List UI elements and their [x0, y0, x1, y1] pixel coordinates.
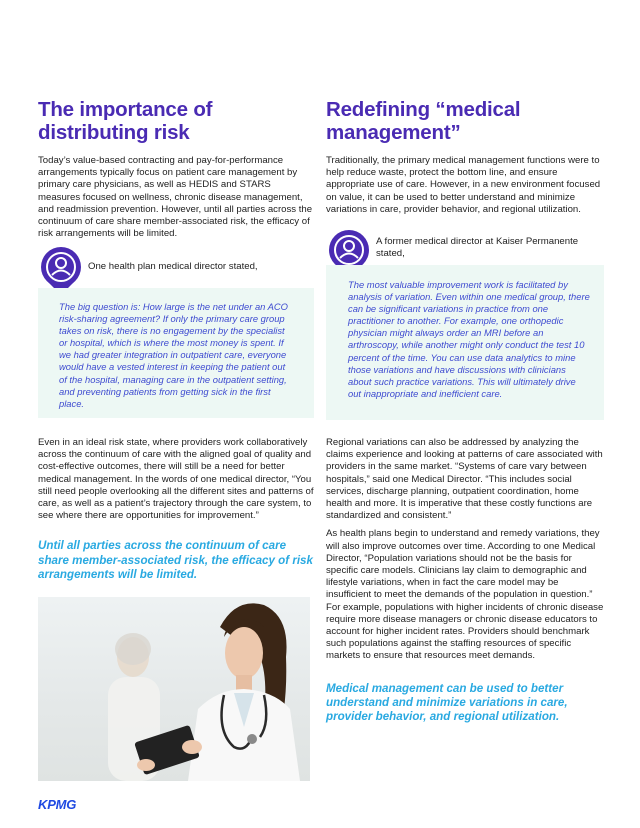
right-attribution-text: A former medical director at Kaiser Permanente stated, — [376, 236, 579, 260]
left-pull-quote: Until all parties across the continuum of care share member-associated risk, the efficacy of risk arrangements will be limited. — [38, 539, 313, 581]
right-column — [326, 98, 604, 279]
doctor-illustration — [38, 597, 310, 781]
right-lower — [326, 437, 604, 724]
left-column — [38, 98, 314, 296]
doctor-photo — [38, 597, 310, 781]
left-quote-text: The big question is: How large is the net under an ACO risk-sharing agreement? If only the primary care group takes on risk, there is no engagement by the specialist or hospital, which is where the most money is spent. If we had greater integration in outpatient care, everyone would have a vested interest in keeping the patient out of the hospital, managing care in the outpatient setting, and preventing patients from getting sick in the first place. — [59, 301, 288, 409]
left-attribution-text: One health plan medical director stated, — [88, 261, 258, 273]
right-pull-quote: Medical management can be used to better understand and minimize variations in care, provider behavior, and regional utilization. — [326, 681, 568, 724]
right-quote-box — [326, 265, 604, 420]
left-intro-paragraph: Today’s value-based contracting and pay-for-performance arrangements typically focus on patient care management by primary care physicians, as well as HEDIS and STARS measures focused on wellness, chronic disease management, and readmission prevention. However, until all parties across the continuum of care share member-associated risk, the efficacy of risk arrangements will be limited. — [38, 155, 313, 240]
right-intro-paragraph: Traditionally, the primary medical management functions were to help reduce waste, protect the bottom line, and ensure appropriate use of care. However, in a new environment focused on value, it can be used to better understand and minimize variations in care, provider behavior, and regional utilization. — [326, 155, 601, 215]
right-heading: Redefining “medical management” — [326, 98, 521, 144]
right-body-paragraph-2: As health plans begin to understand and remedy variations, they will also improve outcomes over time. According to one Medical Director, “Population variations should not be the basis for specific care models. Clinicians lay claim to demographic and lifestyle variations, when in fact the care model may be insufficient to meet the demands of the population in question.” For example, populations with higher incidents of chronic disease require more disease managers or chronic disease educators to account for higher incident rates. Providers should benchmark such populations against the staffing resources of specific markets to ensure that resources meet demands. — [326, 528, 604, 662]
kpmg-logo: KPMG — [38, 797, 77, 812]
left-quote-box — [38, 288, 314, 418]
left-heading: The importance of distributing risk — [38, 98, 213, 144]
right-quote-text: The most valuable improvement work is facilitated by analysis of variation. Even within one medical group, there can be significant variations in practice from one practitioner to another. For example, one orthopedic physician might always order an MRI before an arthroscopy, while another might only conduct the test 10 percent of the time. You can use data analytics to mine those variations and have discussions with clinicians about such practice variations. This will ultimately drive out inappropriate and inefficient care. — [348, 279, 590, 399]
left-lower — [38, 437, 314, 582]
left-body-paragraph: Even in an ideal risk state, where providers work collaboratively across the continuum of care with the aligned goal of quality and cost-effective outcomes, there will still be a need for better medical management. In the words of one medical director, “You still need people overlooking all the different sites and patterns of care, as well as a patient’s trajectory through the care system, to see where there are opportunities for improvement.” — [38, 437, 314, 522]
right-body-paragraph-1: Regional variations can also be addressed by analyzing the claims experience and looking at patterns of care associated with providers in the same market. “Systems of care vary between hospitals,” said one Medical Director. “This includes social services, discharge planning, outpatient coordination, home health and more. It is imperative that these costly functions are standardized and consistent.” — [326, 437, 603, 522]
